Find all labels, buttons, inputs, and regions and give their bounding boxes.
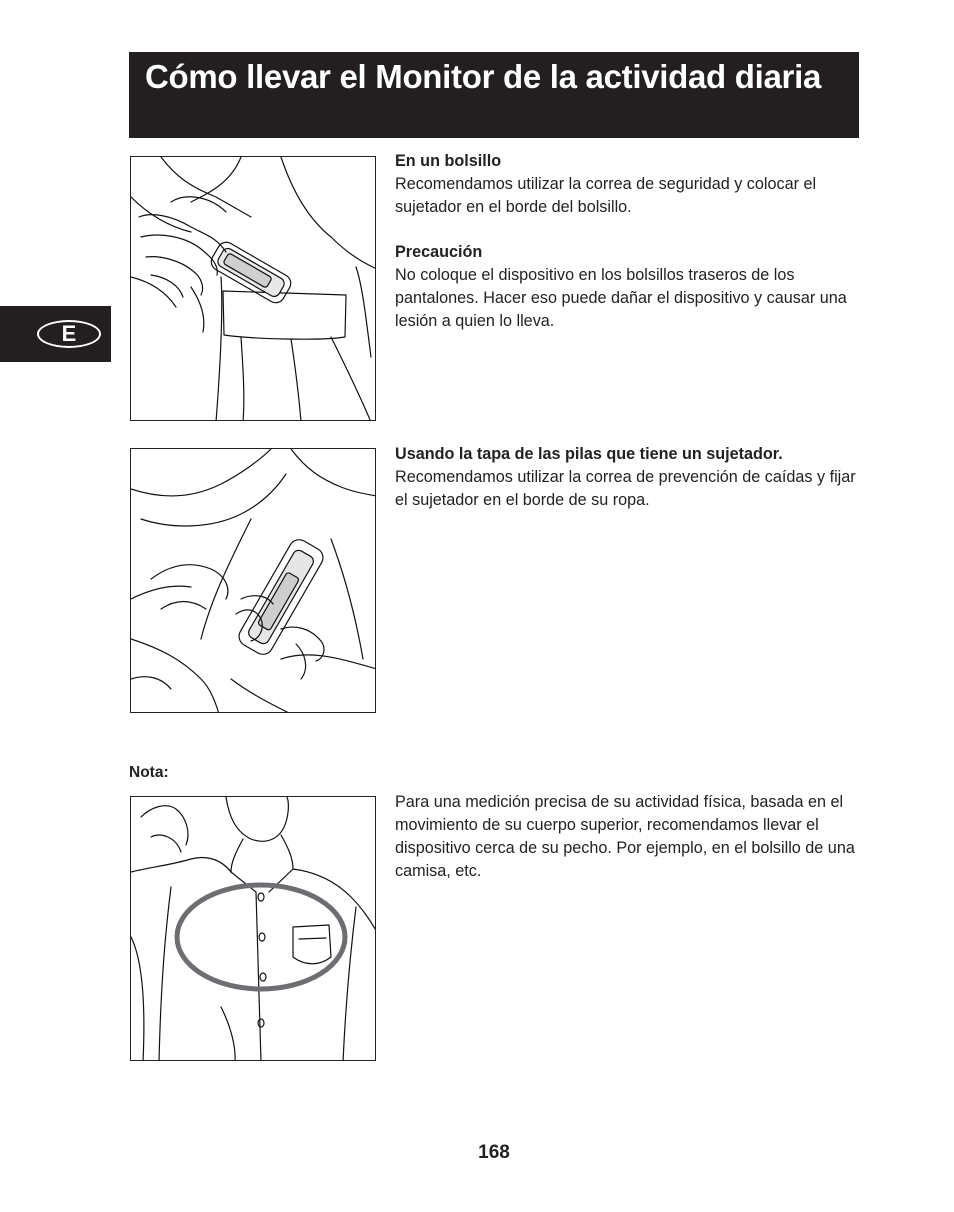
title-bar (129, 52, 859, 138)
page-title: Cómo llevar el Monitor de la actividad diaria (145, 58, 822, 95)
clip-illustration (130, 448, 376, 713)
note-label: Nota: (129, 764, 169, 781)
section-clip (395, 443, 865, 512)
section-body: No coloque el dispositivo en los bolsillos traseros de los pantalones. Hacer eso puede dañar el dispositivo y causar una lesión a quien lo lleva. (395, 266, 847, 330)
section-caution (395, 241, 865, 333)
section-body: Recomendamos utilizar la correa de seguridad y colocar el sujetador en el borde del bolsillo. (395, 175, 817, 216)
page-number: 168 (478, 1142, 510, 1163)
pocket-illustration (130, 156, 376, 421)
section-body: Recomendamos utilizar la correa de prevención de caídas y fijar el sujetador en el borde de su ropa. (395, 468, 856, 509)
shirt-illustration (130, 796, 376, 1061)
note-body (395, 791, 865, 883)
section-heading: Precaución (395, 243, 483, 261)
note-text: Para una medición precisa de su actividad física, basada en el movimiento de su cuerpo superior, recomendamos llevar el dispositivo cerca de su pecho. Por ejemplo, en el bolsillo de una camisa, etc. (395, 793, 855, 880)
section-heading: Usando la tapa de las pilas que tiene un sujetador. (395, 445, 783, 463)
section-heading: En un bolsillo (395, 152, 502, 170)
section-in-pocket (395, 150, 865, 219)
language-tab (0, 306, 111, 362)
language-label: E (37, 320, 101, 348)
